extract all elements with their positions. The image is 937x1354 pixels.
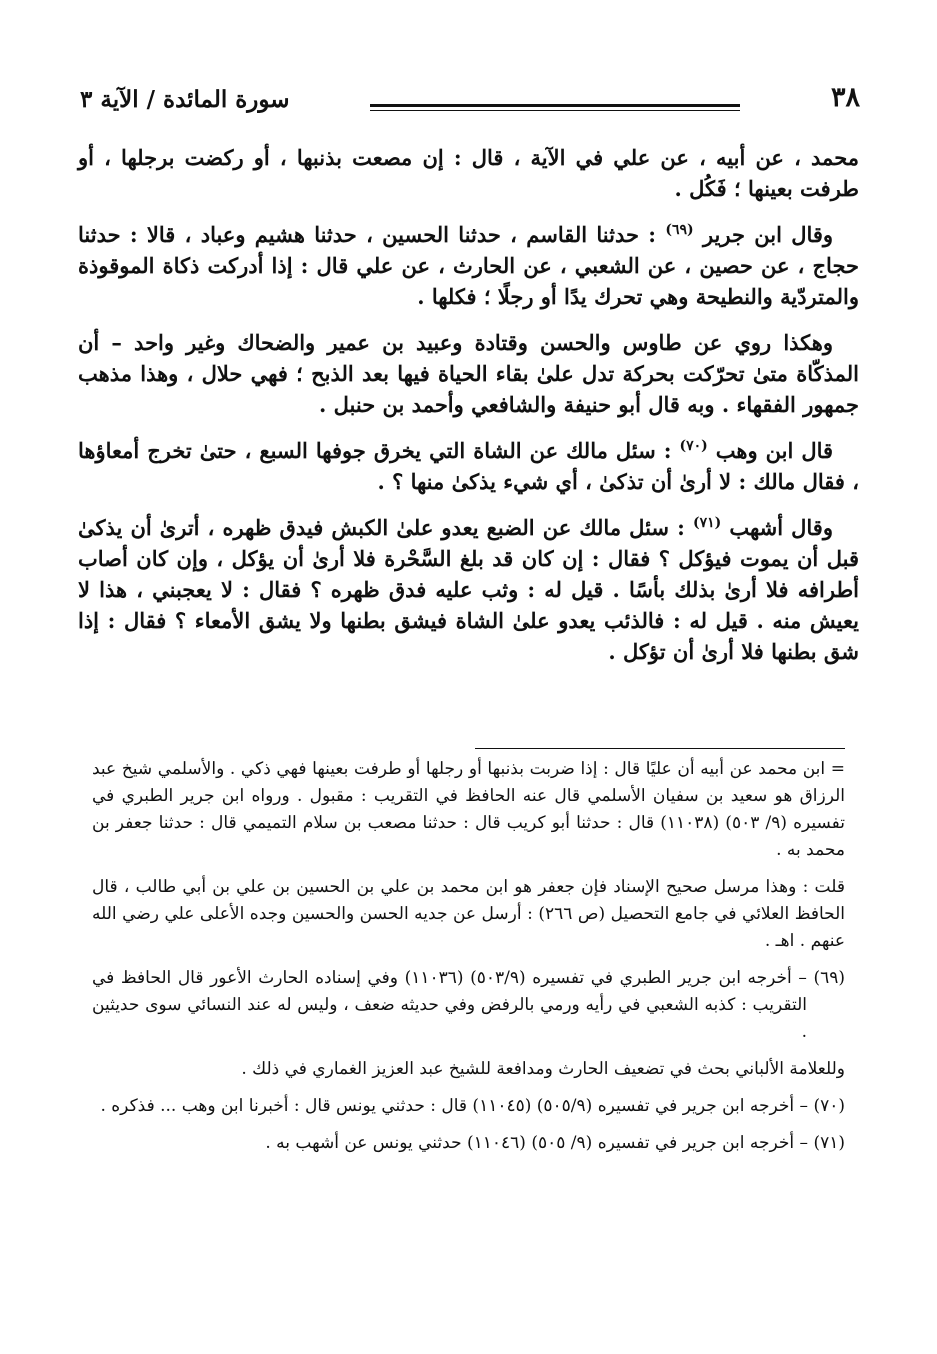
paragraph-2-intro: وقال ابن جرير: [702, 222, 834, 247]
paragraph-3: وهكذا روي عن طاوس والحسن وقتادة وعبيد بن عمير والضحاك وغير واحد – أن المذكّاة متىٰ تحرّكت بحركة تدل علىٰ بقاء الحياة فيها بعد الذبح ؛ فهي حلال ، وهذا مذهب جمهور الفقهاء . وبه قال أبو حنيفة والشافعي وأحمد بن حنبل .: [78, 330, 859, 417]
header-rule: [370, 104, 740, 107]
footnote-separator: [475, 748, 845, 749]
footnote-continuation: = ابن محمد عن أبيه أن عليًا قال : إذا ضربت بذنبها أو رجلها أو طرفت بعينها فهي ذكي . والأسلمي شيخ عبد الرزاق هو سعيد بن سفيان الأسلمي قال عنه الحافظ في التقريب : مقبول . ورواه ابن جرير الطبري في تفسيره (٩/ ٥٠٣) (١١٠٣٨) قال : حدثنا أبو كريب قال : حدثنا مصعب بن سلام التميمي قال : حدثنا جعفر بن محمد به .: [92, 759, 845, 860]
footnote-69: (٦٩) – أخرجه ابن جرير الطبري في تفسيره (٥٠٣/٩) (١١٠٣٦) وفي إسناده الحارث الأعور قال الحافظ في التقريب : كذبه الشعبي في رأيه ورمي بالرفض وفي حديثه ضعف ، وليس له عند النسائي سوى حديثين .: [92, 968, 845, 1042]
paragraph-4-body: : سئل مالك عن الشاة التي يخرق جوفها السبع ، حتىٰ تخرج أمعاؤها ، فقال مالك : لا أرىٰ أن تذكىٰ ، أي شيء يذكىٰ منها ؟ .: [78, 438, 859, 494]
surah-title: سورة المائدة / الآية ٣: [80, 86, 290, 113]
paragraph-5-body: : سئل مالك عن الضبع يعدو علىٰ الكبش فيدق ظهره ، أترىٰ أن يذكىٰ قبل أن يموت فيؤكل ؟ فقال : إن كان قد بلغ السَّحْرة فلا أرىٰ أن يؤكل ، وإن كان أصاب أطرافه فلا أرىٰ بذلك بأسًا . قيل له : وثب عليه فدق ظهره ؟ فقال : لا يعجبني ، هذا لا يعيش منه . قيل له : فالذئب يعدو علىٰ الشاة فيشق بطنها ولا يشق الأمعاء ؟ فقال : إذا شق بطنها فلا أرىٰ أن تؤكل .: [78, 515, 859, 664]
footnote-ref-71[interactable]: (٧١): [692, 515, 722, 531]
footnote-comment: قلت : وهذا مرسل صحيح الإسناد فإن جعفر هو ابن محمد بن علي بن الحسين بن علي بن أبي طالب ، قال الحافظ العلائي في جامع التحصيل (ص ٢٦٦) : أرسل عن جديه الحسن والحسين وجده الأعلى علي رضي الله عنهم . اهـ .: [92, 877, 846, 951]
page-number: ٣٨: [830, 82, 860, 113]
page-header: [80, 82, 860, 122]
footnote-70: (٧٠) – أخرجه ابن جرير في تفسيره (٥٠٥/٩) (١١٠٤٥) قال : حدثني يونس قال : أخبرنا ابن وهب ... فذكره .: [100, 1096, 845, 1116]
paragraph-4: [78, 435, 859, 497]
footnotes: [92, 756, 845, 1167]
footnote-ref-69[interactable]: (٦٩): [665, 222, 694, 238]
footnote-71: (٧١) – أخرجه ابن جرير في تفسيره (٩/ ٥٠٥) (١١٠٤٦) حدثني يونس عن أشهب به .: [265, 1133, 845, 1153]
paragraph-2: [78, 219, 859, 312]
paragraph-2-body: : حدثنا القاسم ، حدثنا الحسين ، حدثنا هشيم وعباد ، قالا : حدثنا حجاج ، عن حصين ، عن الشعبي ، عن الحارث ، عن علي قال : إذا أدركت ذكاة الموقوذة والمتردّية والنطيحة وهي تحرك يدًا أو رجلًا ؛ فكلها .: [78, 222, 859, 309]
main-text: [78, 142, 859, 682]
paragraph-1: محمد ، عن أبيه ، عن علي في الآية ، قال : إن مصعت بذنبها ، أو ركضت برجلها ، أو طرفت بعينها ؛ فَكُل .: [78, 145, 859, 201]
footnote-69-note: وللعلامة الألباني بحث في تضعيف الحارث ومدافعة للشيخ عبد العزيز الغماري في ذلك .: [241, 1059, 845, 1079]
paragraph-5: [78, 512, 859, 667]
paragraph-4-intro: قال ابن وهب: [715, 438, 834, 463]
footnote-ref-70[interactable]: (٧٠): [679, 438, 708, 454]
paragraph-5-intro: وقال أشهب: [729, 515, 833, 540]
